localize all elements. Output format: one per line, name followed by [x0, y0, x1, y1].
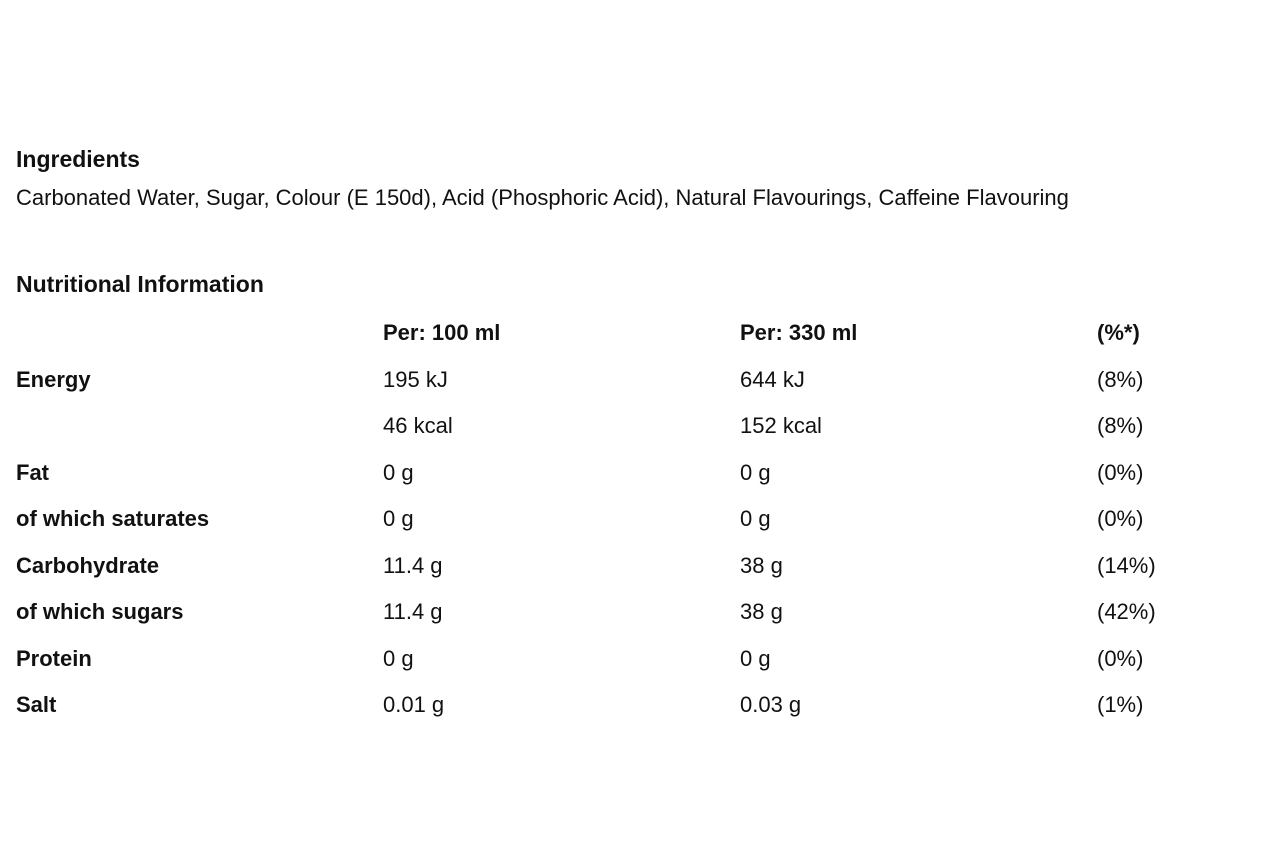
value-per-330ml: 0.03 g: [740, 692, 802, 718]
table-row: [16, 496, 1217, 543]
value-per-330ml: 38 g: [740, 552, 783, 578]
value-per-100ml: 0 g: [383, 459, 414, 485]
value-percent: (8%): [1097, 413, 1144, 439]
table-row: [16, 543, 1217, 590]
nutrient-name: Salt: [16, 692, 57, 718]
value-percent: (0%): [1097, 645, 1144, 671]
value-per-330ml: 0 g: [740, 506, 771, 532]
value-per-100ml: 46 kcal: [383, 413, 453, 439]
value-percent: (8%): [1097, 366, 1144, 392]
nutrition-header-row: [16, 310, 1217, 357]
value-per-330ml: 38 g: [740, 599, 783, 625]
value-per-100ml: 11.4 g: [383, 599, 443, 625]
value-per-330ml: 152 kcal: [740, 413, 822, 439]
nutrient-name: [16, 403, 383, 450]
column-header-per-330ml: Per: 330 ml: [740, 320, 858, 346]
nutrient-name: of which sugars: [16, 599, 184, 625]
table-row: [16, 357, 1217, 404]
value-per-330ml: 644 kJ: [740, 366, 805, 392]
column-header-nutrient: [16, 310, 383, 357]
value-per-330ml: 0 g: [740, 645, 771, 671]
value-percent: (0%): [1097, 459, 1144, 485]
table-row: [16, 636, 1217, 683]
column-header-percent: (%*): [1097, 320, 1140, 346]
table-row: [16, 589, 1217, 636]
nutrition-table: [16, 310, 1217, 729]
nutrient-name: Energy: [16, 366, 91, 392]
table-row: [16, 450, 1217, 497]
table-row: [16, 403, 1217, 450]
value-per-100ml: 0 g: [383, 506, 414, 532]
value-percent: (0%): [1097, 506, 1144, 532]
value-per-100ml: 0 g: [383, 645, 414, 671]
nutrient-name: of which saturates: [16, 506, 210, 532]
table-row: [16, 682, 1217, 729]
ingredients-heading: Ingredients: [16, 146, 140, 172]
column-header-per-100ml: Per: 100 ml: [383, 320, 501, 346]
value-percent: (14%): [1097, 552, 1156, 578]
value-per-330ml: 0 g: [740, 459, 771, 485]
ingredients-text: Carbonated Water, Sugar, Colour (E 150d), Acid (Phosphoric Acid), Natural Flavourings, Caffeine Flavouring: [16, 185, 1069, 210]
nutrient-name: Carbohydrate: [16, 552, 160, 578]
value-percent: (42%): [1097, 599, 1156, 625]
value-per-100ml: 0.01 g: [383, 692, 445, 718]
value-per-100ml: 195 kJ: [383, 366, 448, 392]
nutrition-heading: Nutritional Information: [16, 271, 264, 297]
value-percent: (1%): [1097, 692, 1144, 718]
nutrient-name: Fat: [16, 459, 49, 485]
value-per-100ml: 11.4 g: [383, 552, 443, 578]
nutrient-name: Protein: [16, 645, 92, 671]
